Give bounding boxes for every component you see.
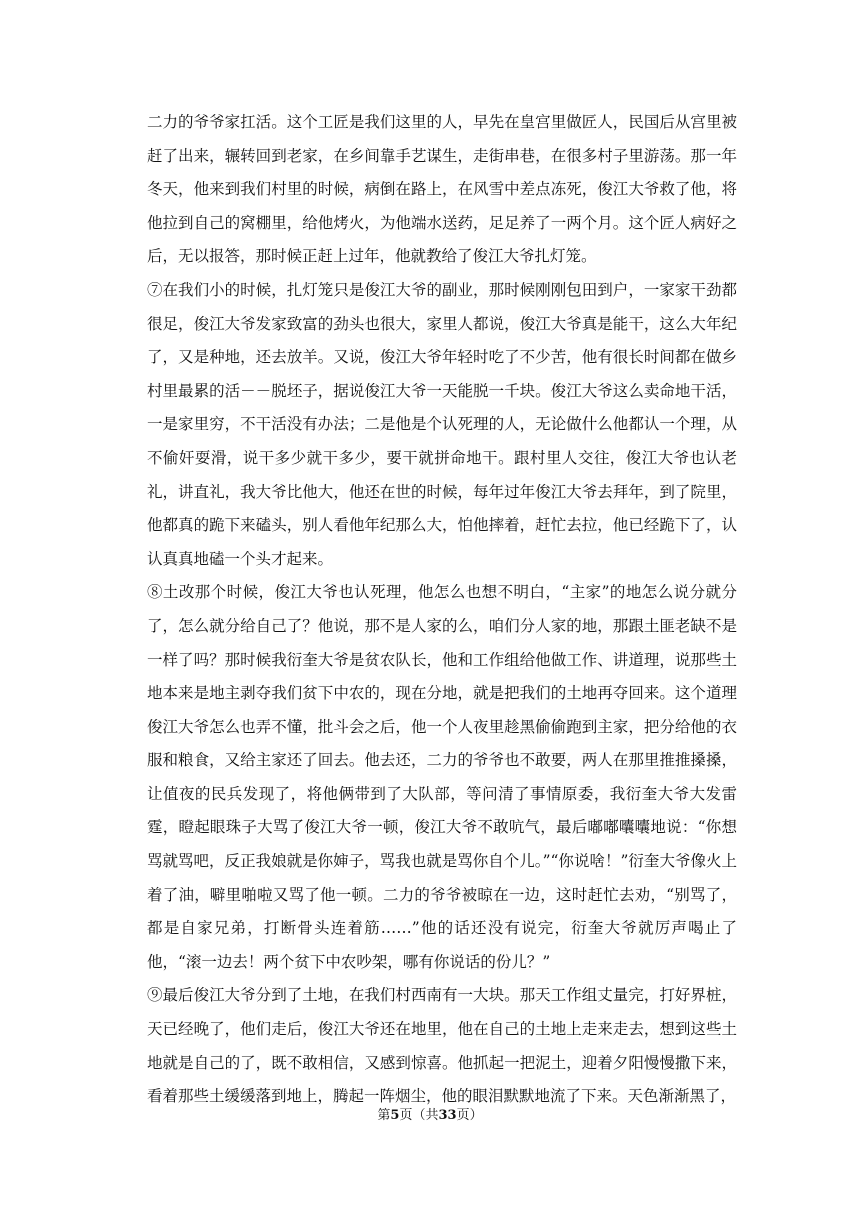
paragraph-8: ⑧土改那个时候，俊江大爷也认死理，他怎么也想不明白，“主家”的地怎么说分就分了，怎么就分给自己了？他说，那不是人家的么，咱们分人家的地，那跟土匪老缺不是一样了吗？那时候我衍奎大爷是贫农队长，他和工作组给他做工作、讲道理，说那些土地本来是地主剥夺我们贫下中农的，现在分地，就是把我们的土地再夺回来。这个道理俊江大爷怎么也弄不懂，批斗会之后，他一个人夜里趁黑偷偷跑到主家，把分给他的衣服和粮食，又给主家还了回去。他去还，二力的爷爷也不敢要，两人在那里推推搡搡，让值夜的民兵发现了，将他俩带到了大队部，等问清了事情原委，我衍奎大爷大发雷霆，瞪起眼珠子大骂了俊江大爷一顿，俊江大爷不敢吭气，最后嘟嘟囔囔地说：“你想骂就骂吧，反正我娘就是你婶子，骂我也就是骂你自个儿。”“你说啥！”衍奎大爷像火上着了油，噼里啪啦又骂了他一顿。二力的爷爷被晾在一边，这时赶忙去劝，“别骂了，都是自家兄弟，打断骨头连着筋……”他的话还没有说完，衍奎大爷就厉声喝止了他，“滚一边去！两个贫下中农吵架，哪有你说话的份儿？”: [147, 583, 737, 971]
footer-middle: 页（共: [399, 1108, 439, 1123]
paragraph-9: ⑨最后俊江大爷分到了土地，在我们村西南有一大块。那天工作组丈量完，打好界桩，天已经晚了，他们走后，俊江大爷还在地里，他在自己的土地上走来走去，想到这些土地就是自己的了，既不敢相信，又感到惊喜。他抓起一把泥土，迎着夕阳慢慢撒下来，看着那些土缓缓落到地上，腾起一阵烟尘，他的眼泪默默地流了下来。天色渐渐黑了，: [147, 986, 737, 1106]
document-body: [147, 106, 737, 1114]
paragraph-continuation: 二力的爷爷家扛活。这个工匠是我们这里的人，早先在皇宫里做匠人，民国后从宫里被赶了出来，辗转回到老家，在乡间靠手艺谋生，走街串巷，在很多村子里游荡。那一年冬天，他来到我们村里的时候，病倒在路上，在风雪中差点冻死，俊江大爷救了他，将他拉到自己的窝棚里，给他烤火，为他端水送药，足足养了一两个月。这个匠人病好之后，无以报答，那时候正赶上过年，他就教给了俊江大爷扎灯笼。: [147, 113, 737, 266]
footer-page-number: 5: [390, 1108, 400, 1123]
footer-suffix: 页）: [456, 1108, 483, 1123]
paragraph-7: ⑦在我们小的时候，扎灯笼只是俊江大爷的副业，那时候刚刚包田到户，一家家干劲都很足，俊江大爷发家致富的劲头也很大，家里人都说，俊江大爷真是能干，这么大年纪了，又是种地，还去放羊。又说，俊江大爷年轻时吃了不少苦，他有很长时间都在做乡村里最累的活－－脱坯子，据说俊江大爷一天能脱一千块。俊江大爷这么卖命地干活，一是家里穷，不干活没有办法；二是他是个认死理的人，无论做什么他都认一个理，从不偷奸耍滑，说干多少就干多少，要干就拼命地干。跟村里人交往，俊江大爷也认老礼，讲直礼，我大爷比他大，他还在世的时候，每年过年俊江大爷去拜年，到了院里，他都真的跪下来磕头，别人看他年纪那么大，怕他摔着，赶忙去拉，他已经跪下了，认认真真地磕一个头才起来。: [147, 280, 737, 568]
footer-total-pages: 33: [438, 1108, 457, 1123]
footer-prefix: 第: [377, 1108, 391, 1123]
page-footer: [0, 1107, 860, 1125]
